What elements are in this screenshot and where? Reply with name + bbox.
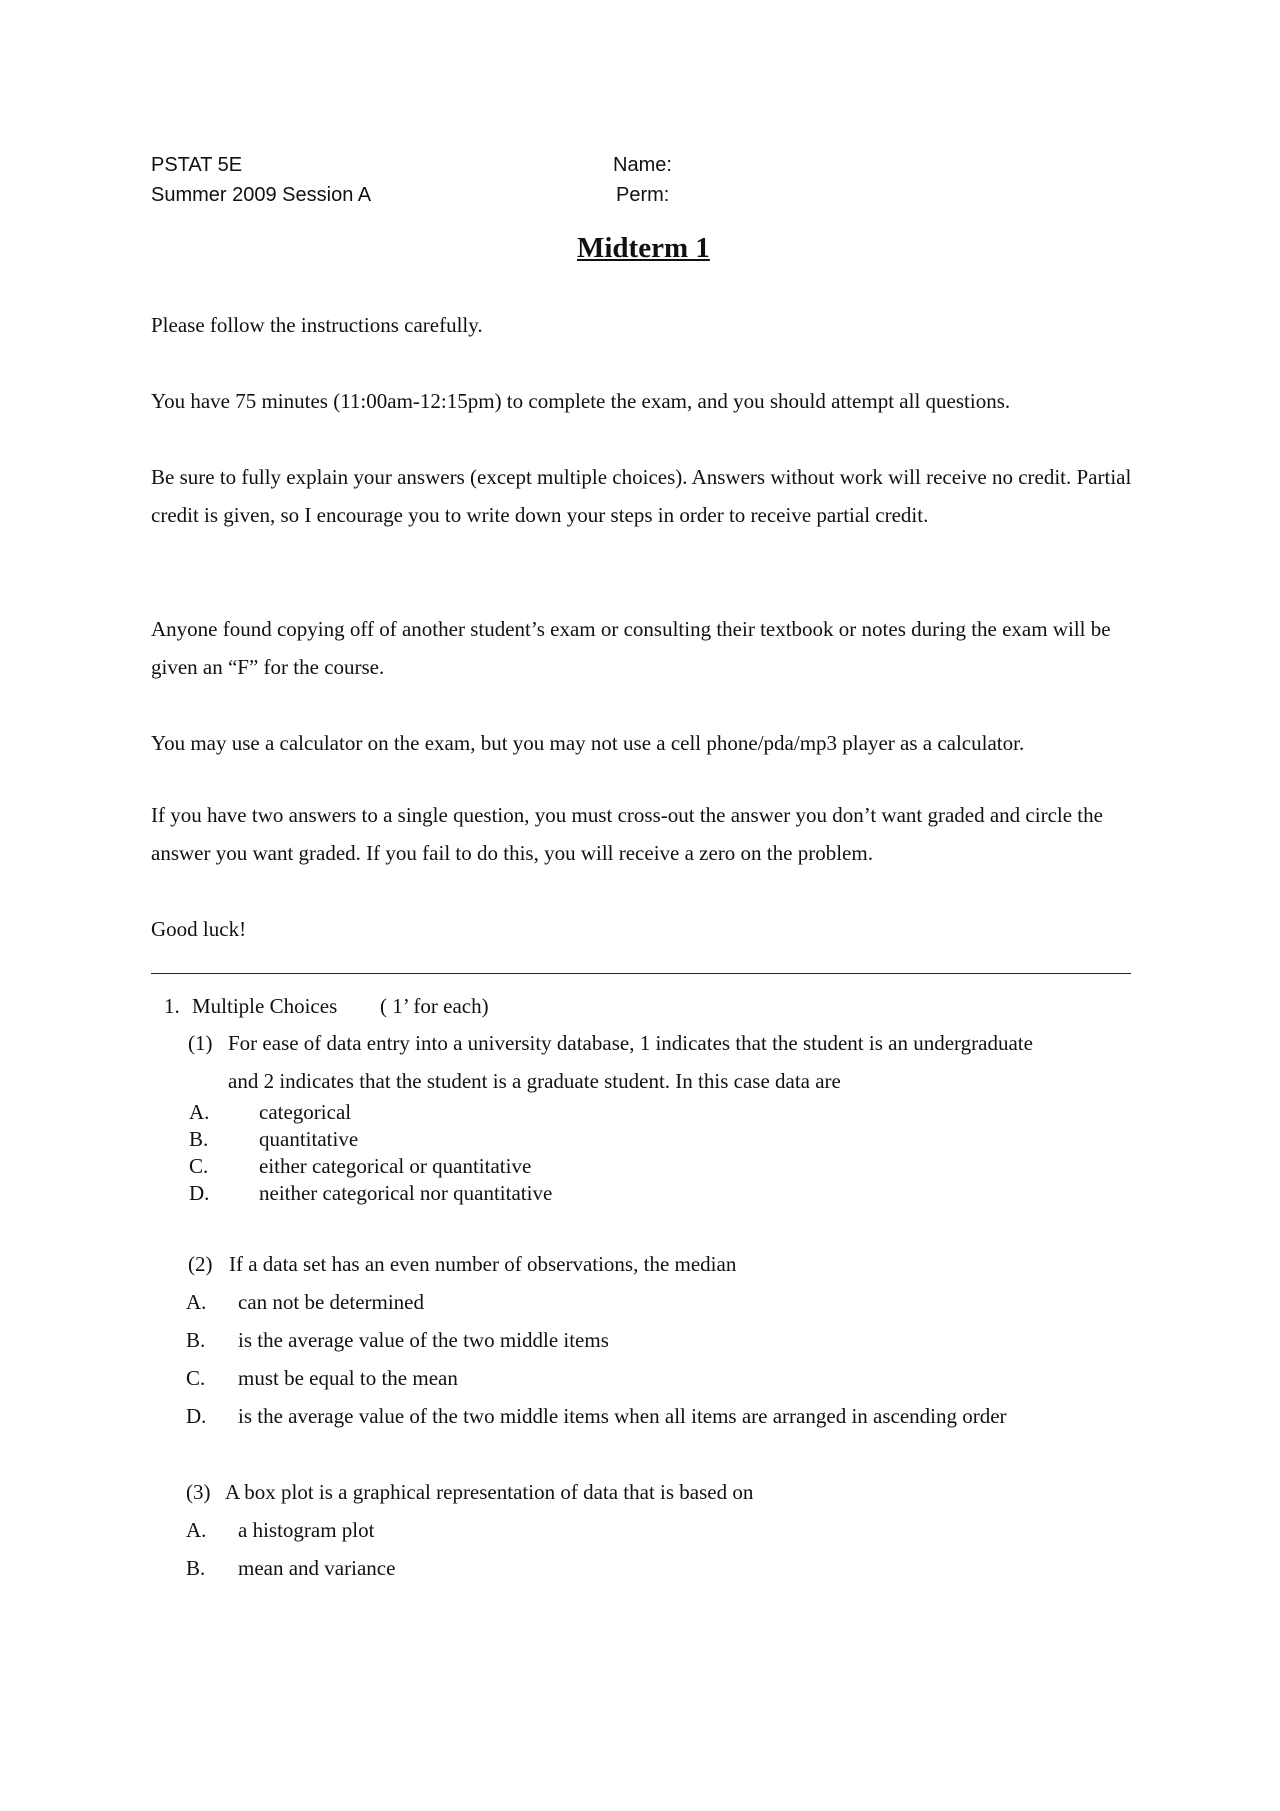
question-1-text-line1: For ease of data entry into a university database, 1 indicates that the student is an undergraduate [228,1031,1033,1055]
divider-line [151,973,1131,974]
question-2-number: (2) [188,1252,213,1276]
instruction-follow: Please follow the instructions carefully. [151,313,483,337]
q1-option-c-text: either categorical or quantitative [259,1154,532,1178]
q2-option-b-text: is the average value of the two middle items [238,1328,609,1352]
q1-option-b-label: B. [189,1127,209,1151]
q3-option-a-label: A. [186,1518,207,1542]
q3-option-b-label: B. [186,1556,206,1580]
q2-option-d-text: is the average value of the two middle items when all items are arranged in ascending order [238,1404,1007,1428]
question-2-text-line1: If a data set has an even number of observations, the median [229,1252,737,1276]
q3-option-a-text: a histogram plot [238,1518,375,1542]
question-1-text-line2: and 2 indicates that the student is a graduate student. In this case data are [228,1069,841,1093]
q2-option-c-text: must be equal to the mean [238,1366,458,1390]
q2-option-c-label: C. [186,1366,206,1390]
question-3-number: (3) [186,1480,211,1504]
page-title: Midterm 1 [577,232,710,264]
section-points: ( 1’ for each) [380,994,489,1018]
course-code: PSTAT 5E [151,154,243,176]
q2-option-a-text: can not be determined [238,1290,425,1314]
instruction-copying: Anyone found copying off of another student’s exam or consulting their textbook or notes during the exam will be given an “F” for the course. [151,617,1111,679]
q1-option-c-label: C. [189,1154,209,1178]
q1-option-a-label: A. [189,1100,210,1124]
q1-option-d-text: neither categorical nor quantitative [259,1181,553,1205]
name-label: Name: [613,154,672,176]
q1-option-d-label: D. [189,1181,210,1205]
instruction-two-answers: If you have two answers to a single question, you must cross-out the answer you don’t want graded and circle the answer you want graded. If you fail to do this, you will receive a zero on the problem. [151,803,1103,865]
q2-option-a-label: A. [186,1290,207,1314]
instruction-good-luck: Good luck! [151,917,247,941]
perm-label: Perm: [616,184,670,206]
q1-option-b-text: quantitative [259,1127,359,1151]
question-1-number: (1) [188,1031,213,1055]
instruction-time: You have 75 minutes (11:00am-12:15pm) to complete the exam, and you should attempt all questions. [151,389,1011,413]
section-title: Multiple Choices [192,994,338,1018]
q2-option-d-label: D. [186,1404,207,1428]
instruction-calculator: You may use a calculator on the exam, but you may not use a cell phone/pda/mp3 player as a calculator. [151,731,1025,755]
q1-option-a-text: categorical [259,1100,352,1124]
section-number: 1. [164,994,180,1018]
q2-option-b-label: B. [186,1328,206,1352]
session-label: Summer 2009 Session A [151,184,372,206]
question-3-text-line1: A box plot is a graphical representation of data that is based on [225,1480,754,1504]
instruction-explain: Be sure to fully explain your answers (except multiple choices). Answers without work will receive no credit. Partial credit is given, so I encourage you to write down your steps in order to receive partial credit. [151,465,1132,527]
q3-option-b-text: mean and variance [238,1556,396,1580]
